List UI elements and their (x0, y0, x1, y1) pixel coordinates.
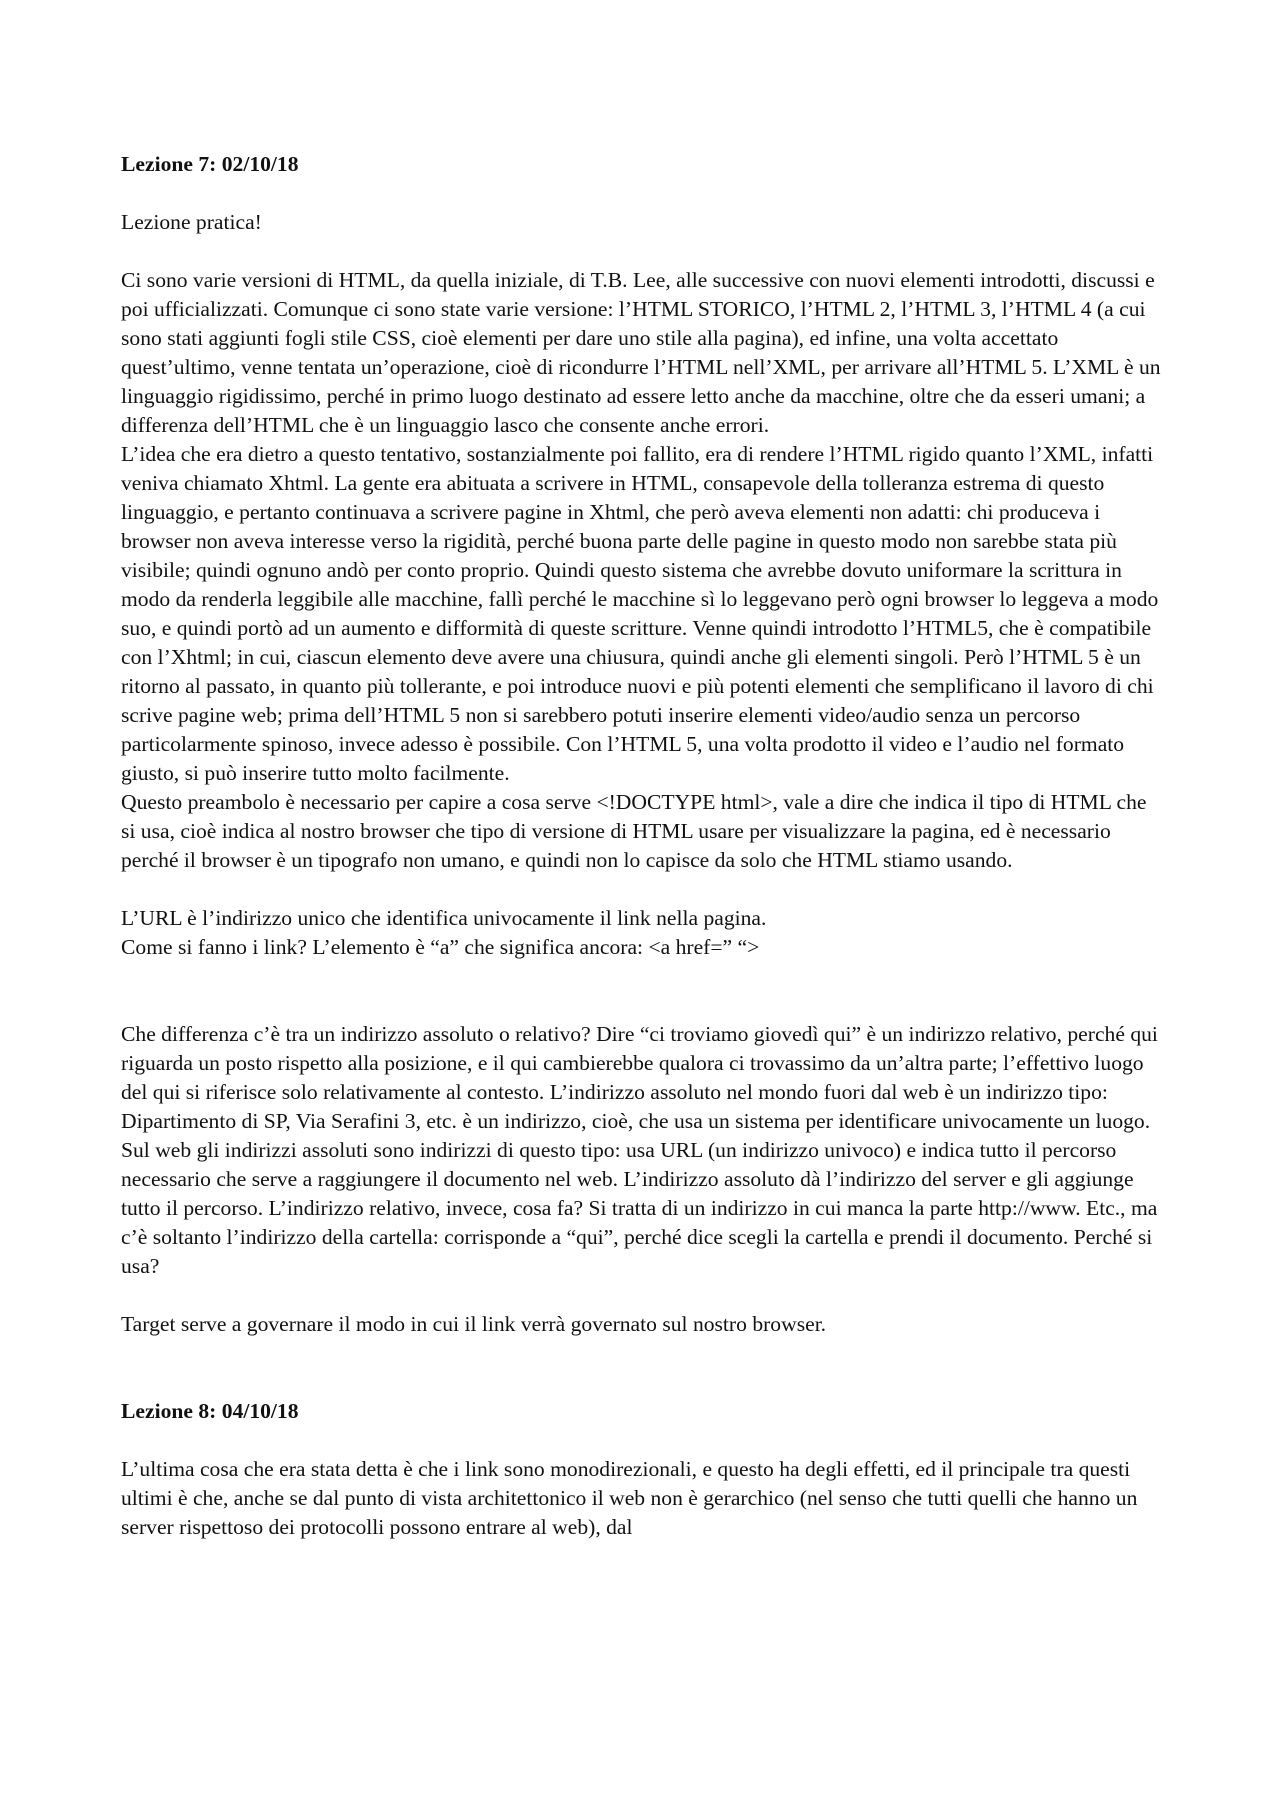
lesson-7-intro: Lezione pratica! (121, 210, 262, 234)
lesson-8-paragraph: L’ultima cosa che era stata detta è che i link sono monodirezionali, e questo ha degli effetti, ed il principale tra questi ultimi è che, anche se dal punto di vista architettonico il web non è gerarchico (nel senso che tutti quelli che hanno un server rispettoso dei protocolli possono entrare al web), dal (121, 1457, 1138, 1539)
lesson-7-paragraph-doctype: Questo preambolo è necessario per capire a cosa serve <!DOCTYPE html>, vale a dire che indica il tipo di HTML che si usa, cioè indica al nostro browser che tipo di versione di HTML usare per visualizzare la pagina, ed è necessario perché il browser è un tipografo non umano, e quindi non lo capisce da solo che HTML stiamo usando. (121, 790, 1147, 872)
lesson-7-paragraph-xhtml: L’idea che era dietro a questo tentativo, sostanzialmente poi fallito, era di rendere l’HTML rigido quanto l’XML, infatti veniva chiamato Xhtml. La gente era abituata a scrivere in HTML, consapevole della tolleranza estrema di questo linguaggio, e pertanto continuava a scrivere pagine in Xhtml, che però aveva elementi non adatti: chi produceva i browser non aveva interesse verso la rigidità, perché buona parte delle pagine in questo modo non sarebbe stata più visibile; quindi ognuno andò per conto proprio. Quindi questo sistema che avrebbe dovuto uniformare la scrittura in modo da renderla leggibile alle macchine, fallì perché le macchine sì lo leggevano però ogni browser lo leggeva a modo suo, e quindi portò ad un aumento e difformità di queste scritture. Venne quindi introdotto l’HTML5, che è compatibile con l’Xhtml; in cui, ciascun elemento deve avere una chiusura, quindi anche gli elementi singoli. Però l’HTML 5 è un ritorno al passato, in quanto più tollerante, e poi introduce nuovi e più potenti elementi che semplificano il lavoro di chi scrive pagine web; prima dell’HTML 5 non si sarebbero potuti inserire elementi video/audio senza un percorso particolarmente spinoso, invece adesso è possibile. Con l’HTML 5, una volta prodotto il video e l’audio nel formato giusto, si può inserire tutto molto facilmente. (121, 442, 1159, 785)
document-page (121, 150, 1161, 1542)
lesson-7-paragraph-target: Target serve a governare il modo in cui il link verrà governato sul nostro browser. (121, 1312, 827, 1336)
lesson-7-paragraph-versions: Ci sono varie versioni di HTML, da quella iniziale, di T.B. Lee, alle successive con nuovi elementi introdotti, discussi e poi ufficializzati. Comunque ci sono state varie versione: l’HTML STORICO, l’HTML 2, l’HTML 3, l’HTML 4 (a cui sono stati aggiunti fogli stile CSS, cioè elementi per dare uno stile alla pagina), ed infine, una volta accettato quest’ultimo, venne tentata un’operazione, cioè di ricondurre l’HTML nell’XML, per arrivare all’HTML 5. L’XML è un linguaggio rigidissimo, perché in primo luogo destinato ad essere letto anche da macchine, oltre che da esseri umani; a differenza dell’HTML che è un linguaggio lasco che consente anche errori. (121, 268, 1161, 437)
lesson-7-paragraph-link: Come si fanno i link? L’elemento è “a” che significa ancora: <a href=” “> (121, 935, 760, 959)
lesson-8-heading: Lezione 8: 04/10/18 (121, 1399, 299, 1423)
lesson-7-heading: Lezione 7: 02/10/18 (121, 152, 299, 176)
lesson-7-paragraph-url: L’URL è l’indirizzo unico che identifica univocamente il link nella pagina. (121, 906, 767, 930)
lesson-7-paragraph-address: Che differenza c’è tra un indirizzo assoluto o relativo? Dire “ci troviamo giovedì qui” è un indirizzo relativo, perché qui riguarda un posto rispetto alla posizione, e il qui cambierebbe qualora ci trovassimo da un’altra parte; l’effettivo luogo del qui si riferisce solo relativamente al contesto. L’indirizzo assoluto nel mondo fuori dal web è un indirizzo tipo: Dipartimento di SP, Via Serafini 3, etc. è un indirizzo, cioè, che usa un sistema per identificare univocamente un luogo. Sul web gli indirizzi assoluti sono indirizzi di questo tipo: usa URL (un indirizzo univoco) e indica tutto il percorso necessario che serve a raggiungere il documento nel web. L’indirizzo assoluto dà l’indirizzo del server e gli aggiunge tutto il percorso. L’indirizzo relativo, invece, cosa fa? Si tratta di un indirizzo in cui manca la parte http://www. Etc., ma c’è soltanto l’indirizzo della cartella: corrisponde a “qui”, perché dice scegli la cartella e prendi il documento. Perché si usa? (121, 1022, 1158, 1278)
